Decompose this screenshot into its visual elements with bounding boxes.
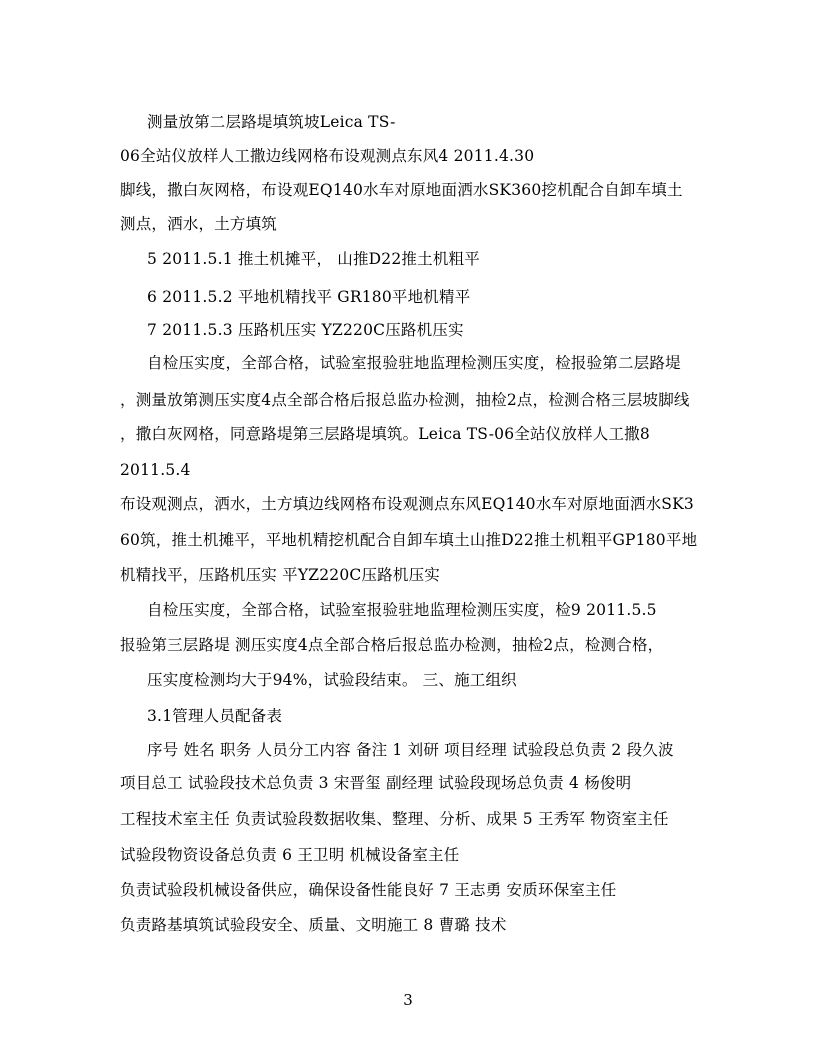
text-line: 机精找平，压路机压实 平YZ220C压路机压实 <box>120 566 440 584</box>
text-line: 布设观测点，洒水，土方填边线网格布设观测点东风EQ140水车对原地面洒水SK3 <box>120 495 694 513</box>
text-line: 测量放第二层路堤填筑坡Leica TS- <box>147 113 396 131</box>
text-line: 试验段物资设备总负责 6 王卫明 机械设备室主任 <box>120 846 460 864</box>
text-line: 3.1管理人员配备表 <box>147 707 283 725</box>
text-line: 自检压实度，全部合格，试验室报验驻地监理检测压实度，检报验第二层路堤 <box>147 354 681 372</box>
page-number: 3 <box>403 991 413 1009</box>
text-line: 压实度检测均大于94%，试验段结束。 三、施工组织 <box>147 671 517 689</box>
text-line: 测点，洒水，土方填筑 <box>120 215 278 233</box>
text-line: 报验第三层路堤 测压实度4点全部合格后报总监办检测，抽检2点，检测合格， <box>120 636 664 654</box>
text-line: 项目总工 试验段技术总负责 3 宋晋玺 副经理 试验段现场总负责 4 杨俊明 <box>120 774 632 792</box>
text-line: 负责试验段机械设备供应，确保设备性能良好 7 王志勇 安质环保室主任 <box>120 881 617 899</box>
text-line: 脚线，撒白灰网格，布设观EQ140水车对原地面洒水SK360挖机配合自卸车填土 <box>120 181 683 199</box>
text-line: 60筑，推土机摊平，平地机精挖机配合自卸车填土山推D22推土机粗平GP180平地 <box>120 531 698 549</box>
text-line: 工程技术室主任 负责试验段数据收集、整理、分析、成果 5 王秀军 物资室主任 <box>120 810 669 828</box>
text-line: ，测量放第测压实度4点全部合格后报总监办检测，抽检2点，检测合格三层坡脚线 <box>120 391 690 409</box>
text-line: 06全站仪放样人工撒边线网格布设观测点东风4 2011.4.30 <box>120 147 535 165</box>
text-line: 自检压实度，全部合格，试验室报验驻地监理检测压实度，检9 2011.5.5 <box>147 601 657 619</box>
text-line: 5 2011.5.1 推土机摊平， 山推D22推土机粗平 <box>147 250 480 268</box>
text-line: ，撒白灰网格，同意路堤第三层路堤填筑。Leica TS-06全站仪放样人工撒8 <box>120 425 650 443</box>
text-line: 2011.5.4 <box>120 461 191 479</box>
text-line: 6 2011.5.2 平地机精找平 GR180平地机精平 <box>147 288 471 306</box>
text-line: 7 2011.5.3 压路机压实 YZ220C压路机压实 <box>147 321 464 339</box>
text-line: 序号 姓名 职务 人员分工内容 备注 1 刘研 项目经理 试验段总负责 2 段久波 <box>147 741 674 759</box>
text-line: 负责路基填筑试验段安全、质量、文明施工 8 曹璐 技术 <box>120 916 507 934</box>
